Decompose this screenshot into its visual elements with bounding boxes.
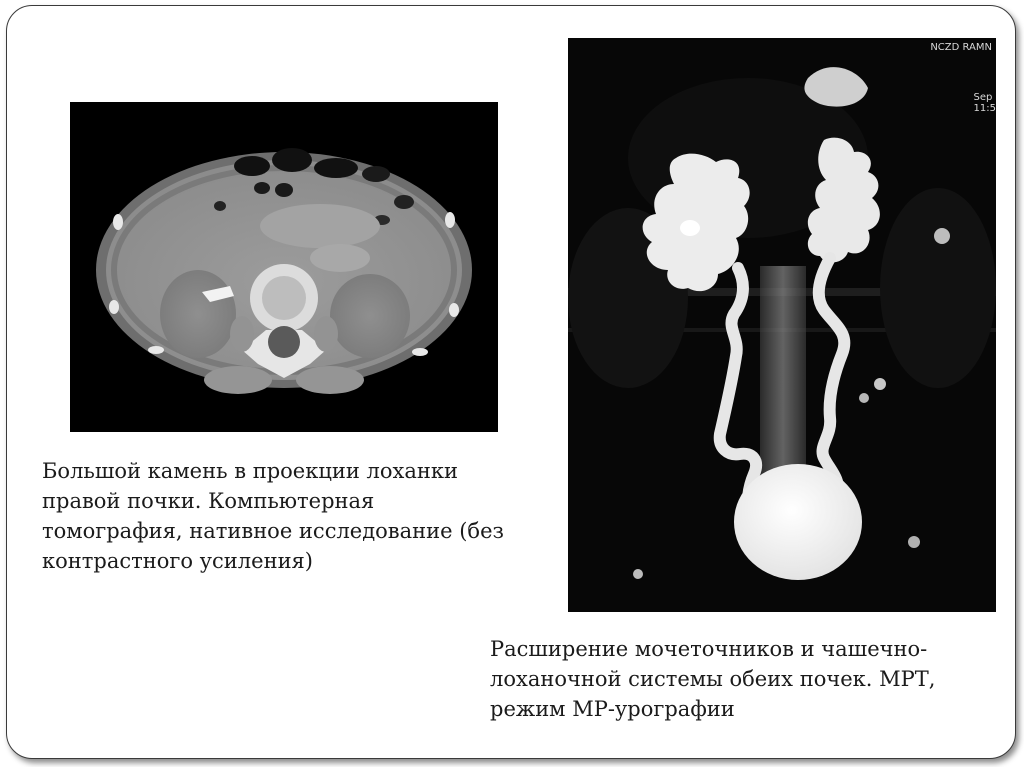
- mri-urography-image: [568, 38, 996, 612]
- mri-watermark: NCZD RAMN: [930, 42, 992, 53]
- mri-date-line: Sep: [973, 92, 993, 103]
- ct-caption-line: Большой камень в проекции лоханки: [42, 459, 458, 483]
- mri-caption-line: Расширение мочеточников и чашечно-: [490, 637, 928, 661]
- mri-time-line: 11:5: [973, 103, 996, 114]
- ct-caption-line: контрастного усиления): [42, 549, 314, 573]
- mri-date-stamp: [974, 92, 996, 114]
- mri-caption: [490, 634, 990, 724]
- ct-caption-line: правой почки. Компьютерная: [42, 489, 375, 513]
- ct-caption-line: томография, нативное исследование (без: [42, 519, 504, 543]
- mri-caption-line: лоханочной системы обеих почек. МРТ,: [490, 667, 936, 691]
- ct-scan-image: [70, 102, 498, 432]
- mri-caption-line: режим МР-урографии: [490, 697, 735, 721]
- ct-caption: [42, 456, 542, 576]
